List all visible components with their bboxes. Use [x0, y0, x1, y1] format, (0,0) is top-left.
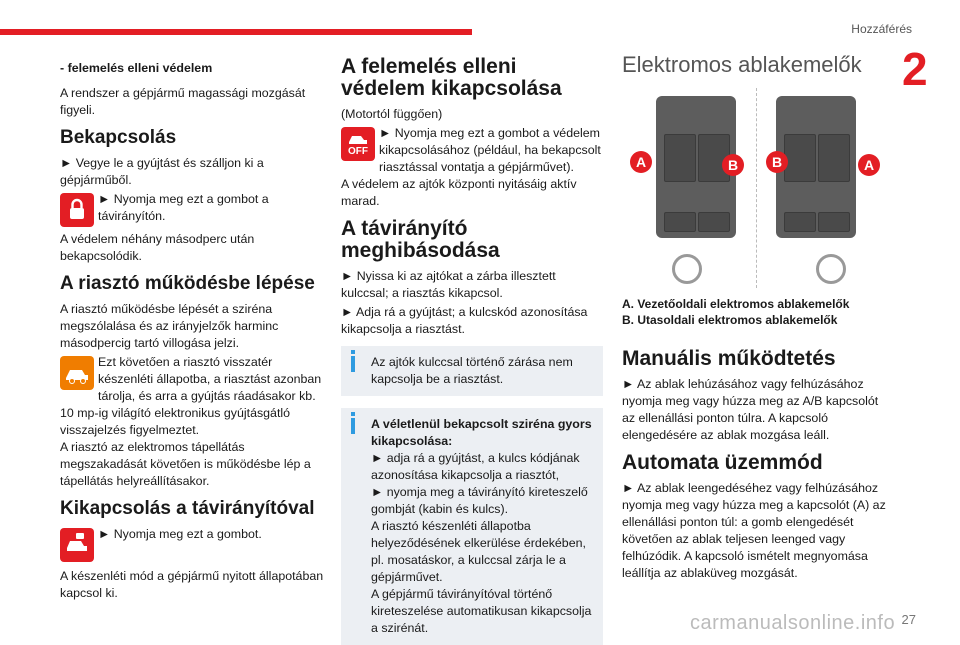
kikapcs-step-1: ► Nyomja meg ezt a gombot.: [60, 526, 325, 562]
heading-riaszto: A riasztó működésbe lépése: [60, 273, 315, 294]
caption: A. Vezetőoldali elektromos ablakemelők B. Utasoldali elektromos ablakemelők: [622, 297, 850, 327]
kikapcs-step-2: A készenléti mód a gépjármű nyitott állapotában kapcsol ki.: [60, 569, 324, 600]
bekapcs-step-1: ► Vegye le a gyújtást és szálljon ki a gépjárműből.: [60, 156, 264, 187]
riaszto-text-2: Ezt követően a riasztó visszatér készenléti állapotba, a riasztást azonban tárolja, és arra a gyújtás ráadásakor kb. 10 mp-ig világító elektronikus gyújtásgátló visszajelzés figyelmeztet.: [60, 355, 322, 437]
badge-a-right: A: [858, 154, 880, 176]
felem-step-1: OFF ► Nyomja meg ezt a gombot a védelem kikapcsolásához (például, ha bekapcsolt riasztással vontatja a gépjárművet).: [341, 125, 603, 176]
column-2: [341, 56, 603, 645]
bekapcs-step-3: A védelem néhány másodperc után bekapcsolódik.: [60, 232, 255, 263]
lock-icon: [60, 193, 94, 227]
riaszto-text-1: A riasztó működésbe lépését a sziréna megszólalása és az irányjelzők harminc másodpercig tartó villogása jelzi.: [60, 302, 279, 350]
steering-wheel-icon: [816, 254, 846, 284]
auto-text: ► Az ablak leengedéséhez vagy felhúzásához nyomja meg vagy húzza meg a kapcsolót (A) az ellenállási ponton túl: a gomb elengedését követően az ablak teljesen leenged vagy felhúzódik. A kapcsoló ismételt megnyomása leállítja az ablaküveg mozgását.: [622, 481, 886, 580]
bekapcs-step-2: ► Nyomja meg ezt a gombot a távirányítón.: [60, 191, 325, 225]
badge-a-left: A: [630, 151, 652, 173]
riaszto-text-3: A riasztó az elektromos tápellátás megszakadását követően is működésbe lép a tápellátás helyreállításakor.: [60, 440, 311, 488]
tav-step-2: ► Adja rá a gyújtást; a kulcskód azonosítása kikapcsolja a riasztást.: [341, 305, 588, 336]
heading-kikapcsolas: Kikapcsolás a távirányítóval: [60, 498, 315, 519]
heading-bekapcsolas: Bekapcsolás: [60, 127, 177, 148]
watermark: carmanualsonline.info: [690, 612, 896, 634]
info-icon: [351, 350, 355, 354]
badge-b-right: B: [766, 151, 788, 173]
window-switch-illustration: [628, 88, 884, 288]
info-box-1: Az ajtók kulccsal történő zárása nem kapcsolja be a riasztást.: [341, 346, 603, 396]
intro-title: - felemelés elleni védelem: [60, 61, 213, 75]
steering-wheel-icon: [672, 254, 702, 284]
manual-text: ► Az ablak lehúzásához vagy felhúzásához nyomja meg vagy húzza meg az A/B kapcsolót az ellenállási ponton túlra. A kapcsoló elengedésére az ablak mozgása leáll.: [622, 377, 879, 442]
info-icon: [351, 412, 355, 416]
heading-felemeles-kikapcs: A felemelés elleni védelem kikapcsolása: [341, 55, 562, 100]
felem-motor-note: (Motortól függően): [341, 107, 443, 121]
badge-b-left: B: [722, 154, 744, 176]
alarm-off-icon: OFF: [341, 127, 375, 161]
column-1: [60, 60, 325, 610]
caption-b: Utasoldali elektromos ablakemelők: [637, 313, 838, 327]
felem-step-2: A védelem az ajtók központi nyitásáig aktív marad.: [341, 177, 577, 208]
alarm-icon: [60, 356, 94, 390]
header-red-bar: [0, 29, 472, 35]
heading-manualis: Manuális működtetés: [622, 347, 836, 370]
remote-icon: [60, 528, 94, 562]
heading-automata: Automata üzemmód: [622, 451, 823, 474]
heading-elektromos: Elektromos ablakemelők: [622, 52, 862, 77]
window-switch-panel-right: [776, 96, 856, 238]
intro-text: A rendszer a gépjármű magassági mozgását figyeli.: [60, 86, 306, 117]
section-header: Hozzáférés: [851, 22, 912, 36]
chapter-number: 2: [902, 43, 928, 95]
heading-taviranyito: A távirányító meghibásodása: [341, 217, 500, 262]
page-number: 27: [901, 612, 916, 627]
info-box-2: A véletlenül bekapcsolt sziréna gyors kikapcsolása: ► adja rá a gyújtást, a kulcs kódjának azonosítása kikapcsolja a riasztót, ► nyomja meg a távirányító kireteszelő gombját (kabin és kulcs). A riasztó készenléti állapotba helyeződésének elkerülése érdekében, pl. mosatáskor, a kulccsal zárja le a gépjárművet. A gépjármű távirányítóval történő kireteszelése automatikusan kikapcsolja a szirénát.: [341, 408, 603, 645]
tav-step-1: ► Nyissa ki az ajtókat a zárba illesztett kulccsal; a riasztás kikapcsol.: [341, 269, 556, 300]
column-3-body: [622, 340, 890, 590]
column-3: [622, 52, 890, 77]
caption-a: Vezetőoldali elektromos ablakemelők: [637, 297, 850, 311]
